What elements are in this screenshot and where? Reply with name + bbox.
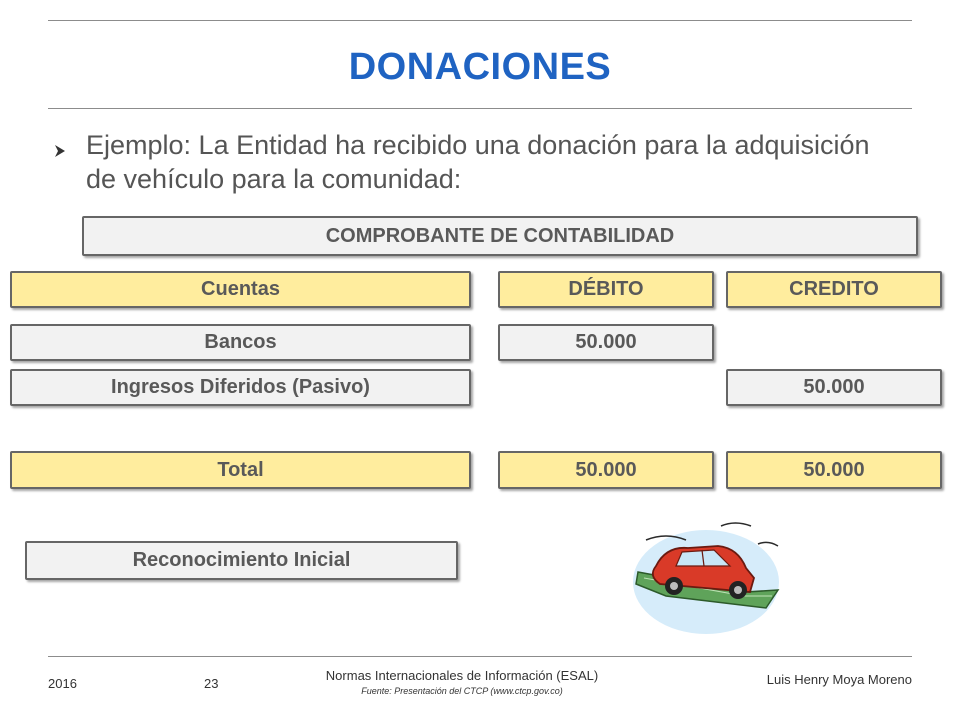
top-rule	[48, 20, 912, 21]
column-header-credit: CREDITO	[726, 271, 942, 308]
footer-page-number: 23	[204, 676, 219, 691]
column-header-debit: DÉBITO	[498, 271, 714, 308]
note-reconocimiento-inicial: Reconocimiento Inicial	[25, 541, 458, 580]
footer-source: Fuente: Presentación del CTCP (www.ctcp.gov.co)	[361, 686, 563, 696]
total-debit: 50.000	[498, 451, 714, 489]
row-account-bancos: Bancos	[10, 324, 471, 361]
row-debit-bancos: 50.000	[498, 324, 714, 361]
car-on-money-icon	[626, 520, 786, 638]
footer-rule	[48, 656, 912, 657]
footer-center-title: Normas Internacionales de Información (ESAL)	[325, 668, 599, 683]
column-header-account: Cuentas	[10, 271, 471, 308]
total-label: Total	[10, 451, 471, 489]
total-credit: 50.000	[726, 451, 942, 489]
row-credit-ingresos-diferidos: 50.000	[726, 369, 942, 406]
title-rule	[48, 108, 912, 109]
arrow-bullet-icon	[52, 142, 68, 165]
slide-title: DONACIONES	[348, 46, 612, 88]
bullet-text: Ejemplo: La Entidad ha recibido una donación para la adquisición de vehículo para la comunidad:	[86, 130, 870, 194]
row-account-ingresos-diferidos: Ingresos Diferidos (Pasivo)	[10, 369, 471, 406]
voucher-header: COMPROBANTE DE CONTABILIDAD	[82, 216, 918, 256]
footer-year: 2016	[48, 676, 77, 691]
footer-author: Luis Henry Moya Moreno	[766, 672, 912, 687]
